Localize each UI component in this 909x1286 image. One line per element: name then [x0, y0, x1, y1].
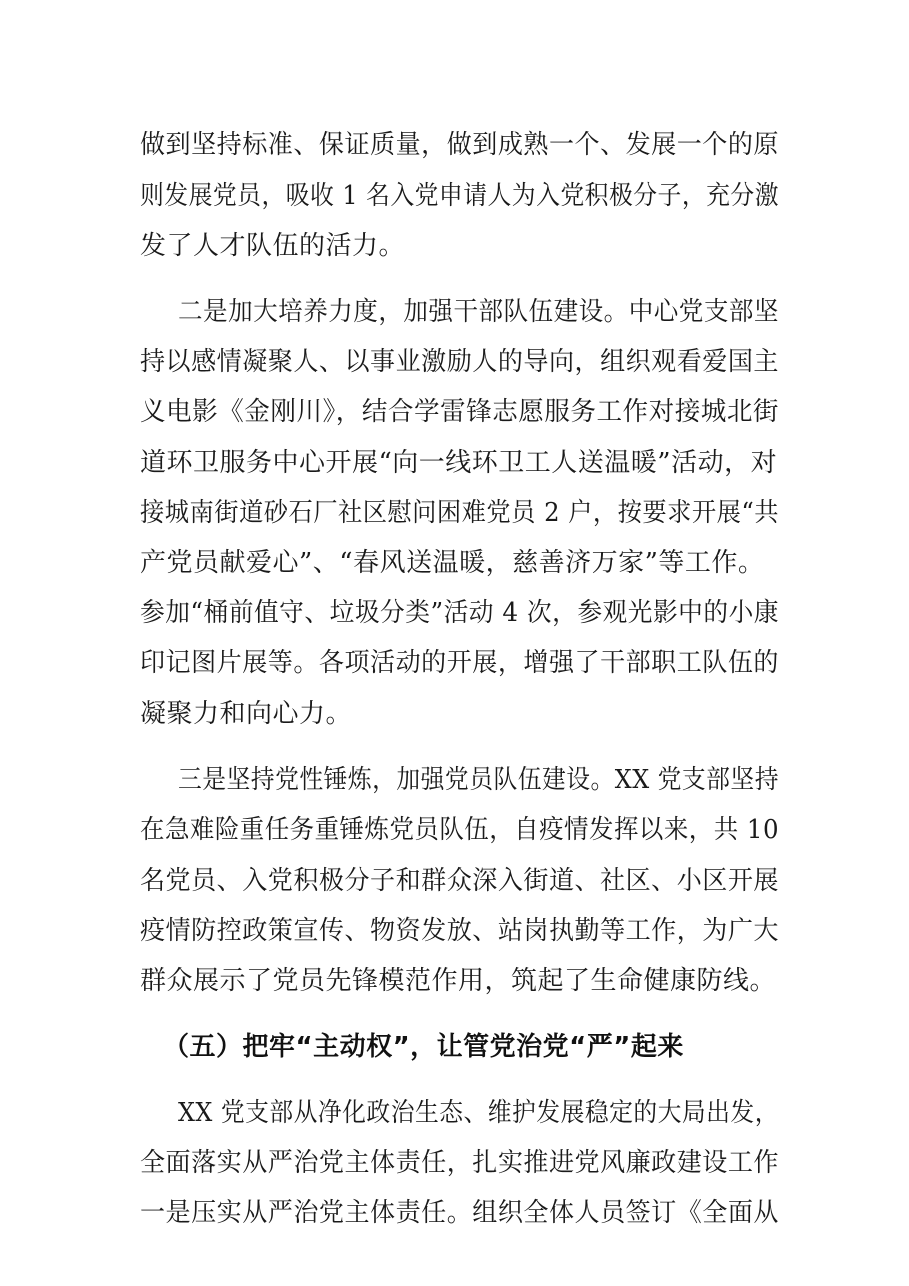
line-text: 在急难险重任务重锤炼党员队伍，自疫情发挥以来，共 10	[140, 815, 780, 845]
text-line	[0, 593, 909, 633]
text-line	[0, 694, 909, 734]
line-text: 一是压实从严治党主体责任。组织全体人员签订《全面从	[140, 1198, 779, 1228]
line-text: 群众展示了党员先锋模范作用，筑起了生命健康防线。	[140, 966, 777, 996]
text-line	[0, 125, 909, 165]
line-text: 做到坚持标准、保证质量，做到成熟一个、发展一个的原	[140, 130, 779, 160]
text-line	[0, 392, 909, 432]
text-line	[0, 810, 909, 850]
line-text: 产党员献爱心”、“春风送温暖，慈善济万家”等工作。	[140, 548, 765, 578]
text-line	[0, 1143, 909, 1183]
text-line	[0, 643, 909, 683]
section-heading	[0, 1027, 909, 1067]
line-text: 三是坚持党性锤炼，加强党员队伍建设。XX 党支部坚持	[178, 765, 779, 795]
line-text: XX 党支部从净化政治生态、维护发展稳定的大局出发，	[178, 1098, 779, 1128]
text-line	[0, 911, 909, 951]
text-line	[0, 226, 909, 266]
text-line	[0, 760, 909, 800]
line-text: 凝聚力和向心力。	[140, 699, 353, 729]
line-text: 接城南街道砂石厂社区慰问困难党员 2 户，按要求开展“共	[140, 498, 780, 528]
line-text: 道环卫服务中心开展“向一线环卫工人送温暖”活动，对	[140, 448, 778, 478]
text-line	[0, 292, 909, 332]
line-text: 持以感情凝聚人、以事业激励人的导向，组织观看爱国主	[140, 347, 779, 377]
text-line	[0, 493, 909, 533]
line-text: 则发展党员，吸收 1 名入党申请人为入党积极分子，充分激	[140, 181, 780, 211]
text-line	[0, 443, 909, 483]
text-line	[0, 342, 909, 382]
line-text: 义电影《金刚川》，结合学雷锋志愿服务工作对接城北街	[140, 397, 779, 427]
section-heading-text: （五）把牢“主动权”，让管党治党“严”起来	[163, 1032, 684, 1062]
line-text: 发了人才队伍的活力。	[140, 231, 406, 261]
line-text: 名党员、入党积极分子和群众深入街道、社区、小区开展	[140, 866, 779, 896]
line-text: 疫情防控政策宣传、物资发放、站岗执勤等工作，为广大	[140, 916, 779, 946]
text-line	[0, 543, 909, 583]
text-line	[0, 961, 909, 1001]
text-line	[0, 1193, 909, 1233]
line-text: 印记图片展等。各项活动的开展，增强了干部职工队伍的	[140, 648, 779, 678]
text-line	[0, 176, 909, 216]
line-text: 参加“桶前值守、垃圾分类”活动 4 次，参观光影中的小康	[140, 598, 780, 628]
line-text: 全面落实从严治党主体责任，扎实推进党风廉政建设工作	[140, 1148, 779, 1178]
text-line	[0, 1093, 909, 1133]
text-line	[0, 861, 909, 901]
line-text: 二是加大培养力度，加强干部队伍建设。中心党支部坚	[178, 297, 779, 327]
